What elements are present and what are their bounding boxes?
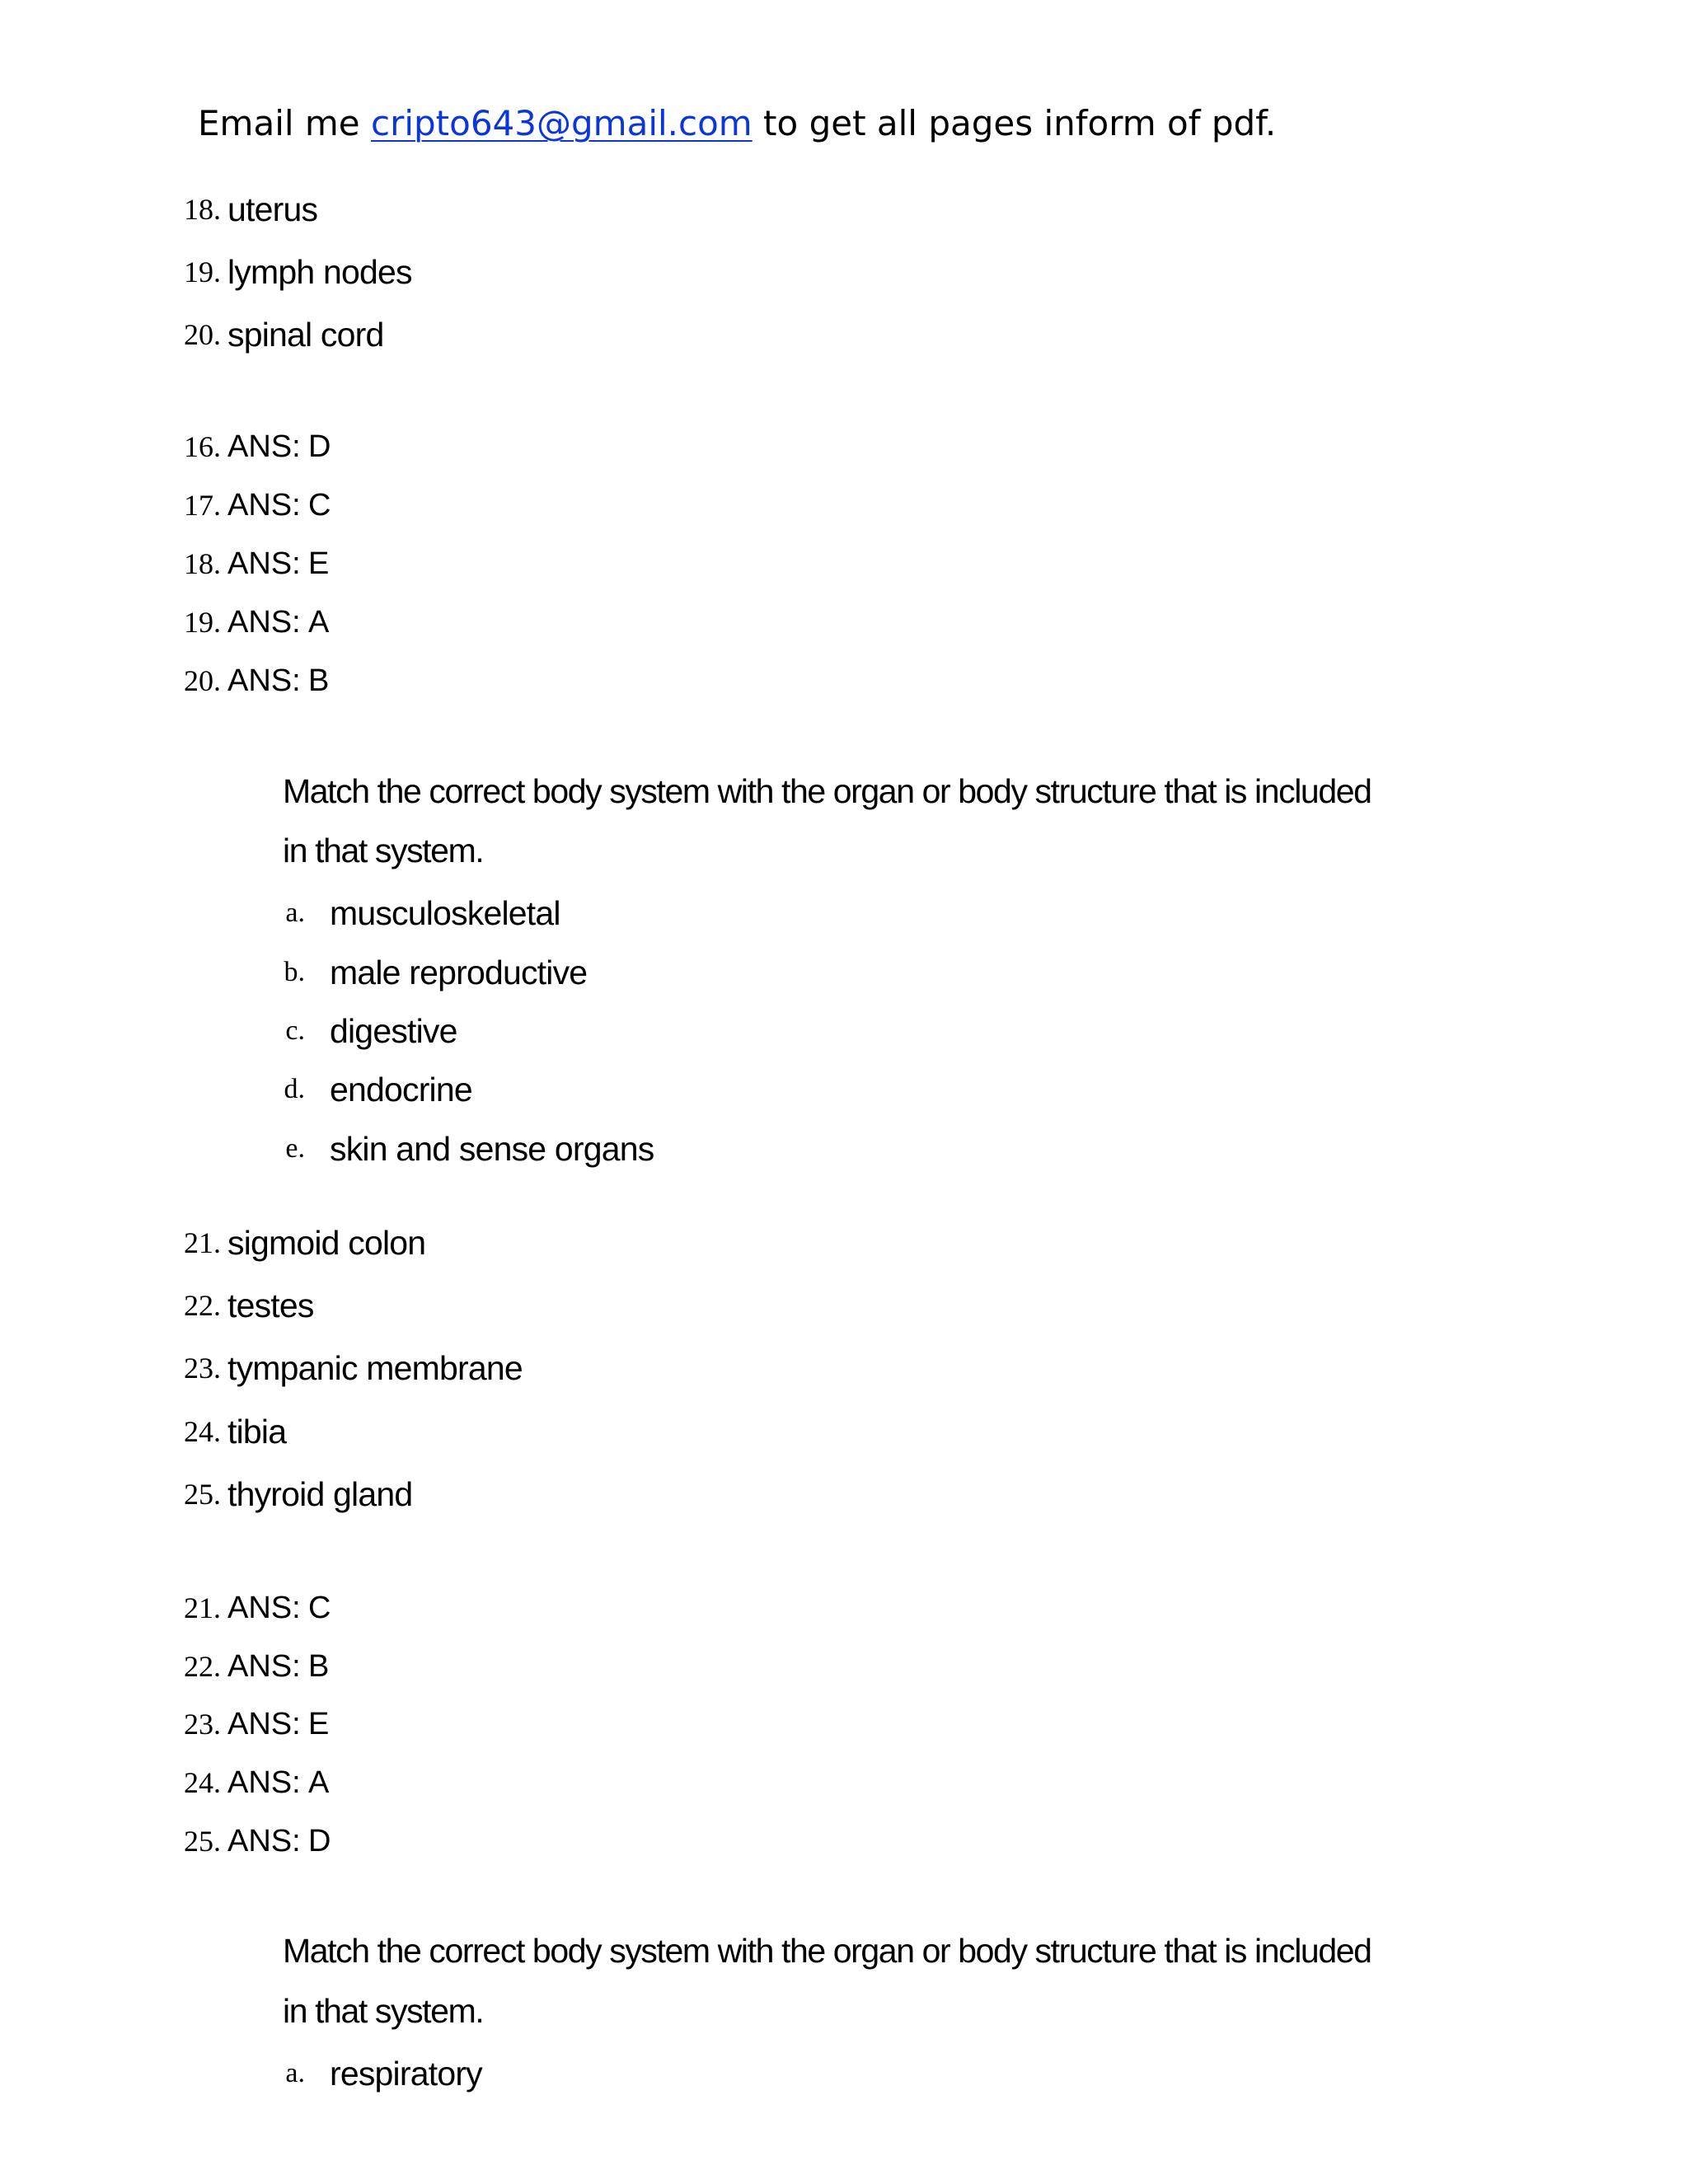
question-text: sigmoid colon [227, 1224, 426, 1262]
question-number: 18. [184, 193, 221, 226]
answer-number: 24. [184, 1766, 221, 1799]
header-prefix: Email me [198, 103, 371, 143]
option-letter: e. [285, 1133, 305, 1164]
answer-number: 21. [184, 1591, 221, 1624]
question-text: tibia [227, 1413, 287, 1451]
answer-value: E [308, 1707, 330, 1741]
question-text: spinal cord [227, 316, 384, 354]
header-line [198, 97, 1276, 150]
question-text: lymph nodes [227, 253, 412, 291]
option-letter: b. [284, 957, 305, 987]
answer-number: 17. [184, 489, 221, 522]
question-number: 25. [184, 1478, 221, 1511]
answer-value: A [308, 1765, 330, 1800]
answer-label: ANS: [227, 663, 301, 698]
option-text: musculoskeletal [330, 894, 560, 932]
instruction-line: in that system. [283, 1992, 484, 2030]
answer-value: C [308, 1591, 331, 1625]
question-text: testes [227, 1286, 314, 1324]
answer-value: B [308, 663, 330, 698]
header-suffix: to get all pages inform of pdf. [752, 103, 1277, 143]
instruction-line: Match the correct body system with the organ or body structure that is included [283, 1932, 1372, 1970]
answer-label: ANS: [227, 1707, 301, 1741]
question-number: 22. [184, 1289, 221, 1322]
answer-label: ANS: [227, 1591, 301, 1625]
answer-number: 25. [184, 1825, 221, 1858]
answer-label: ANS: [227, 605, 301, 640]
answer-value: B [308, 1649, 330, 1684]
question-number: 21. [184, 1226, 221, 1259]
answer-label: ANS: [227, 546, 301, 581]
option-letter: c. [285, 1015, 305, 1046]
answer-value: D [308, 1824, 331, 1858]
answer-label: ANS: [227, 429, 301, 464]
option-text: endocrine [330, 1071, 472, 1108]
answer-number: 20. [184, 664, 221, 697]
question-number: 20. [184, 318, 221, 351]
answer-value: C [308, 488, 331, 523]
instruction-line: Match the correct body system with the organ or body structure that is included [283, 772, 1372, 810]
question-number: 23. [184, 1352, 221, 1385]
option-text: male reproductive [330, 954, 588, 991]
option-text: digestive [330, 1012, 457, 1050]
answer-value: E [308, 546, 330, 581]
question-text: tympanic membrane [227, 1349, 523, 1387]
option-text: respiratory [330, 2055, 482, 2093]
question-text: thyroid gland [227, 1475, 413, 1513]
answer-label: ANS: [227, 1649, 301, 1684]
question-number: 19. [184, 255, 221, 288]
option-letter: a. [285, 2058, 305, 2088]
answer-number: 19. [184, 606, 221, 639]
answer-number: 22. [184, 1650, 221, 1683]
option-letter: d. [284, 1074, 305, 1104]
question-text: uterus [227, 190, 318, 228]
answer-number: 23. [184, 1708, 221, 1741]
answer-label: ANS: [227, 1824, 301, 1858]
email-link[interactable]: cripto643@gmail.com [370, 103, 753, 143]
answer-value: A [308, 605, 330, 640]
option-letter: a. [285, 898, 305, 928]
answer-label: ANS: [227, 1765, 301, 1800]
option-text: skin and sense organs [330, 1130, 654, 1168]
question-number: 24. [184, 1415, 221, 1448]
answer-label: ANS: [227, 488, 301, 523]
answer-number: 18. [184, 547, 221, 580]
answer-value: D [308, 429, 331, 464]
answer-number: 16. [184, 430, 221, 463]
instruction-line: in that system. [283, 832, 484, 869]
